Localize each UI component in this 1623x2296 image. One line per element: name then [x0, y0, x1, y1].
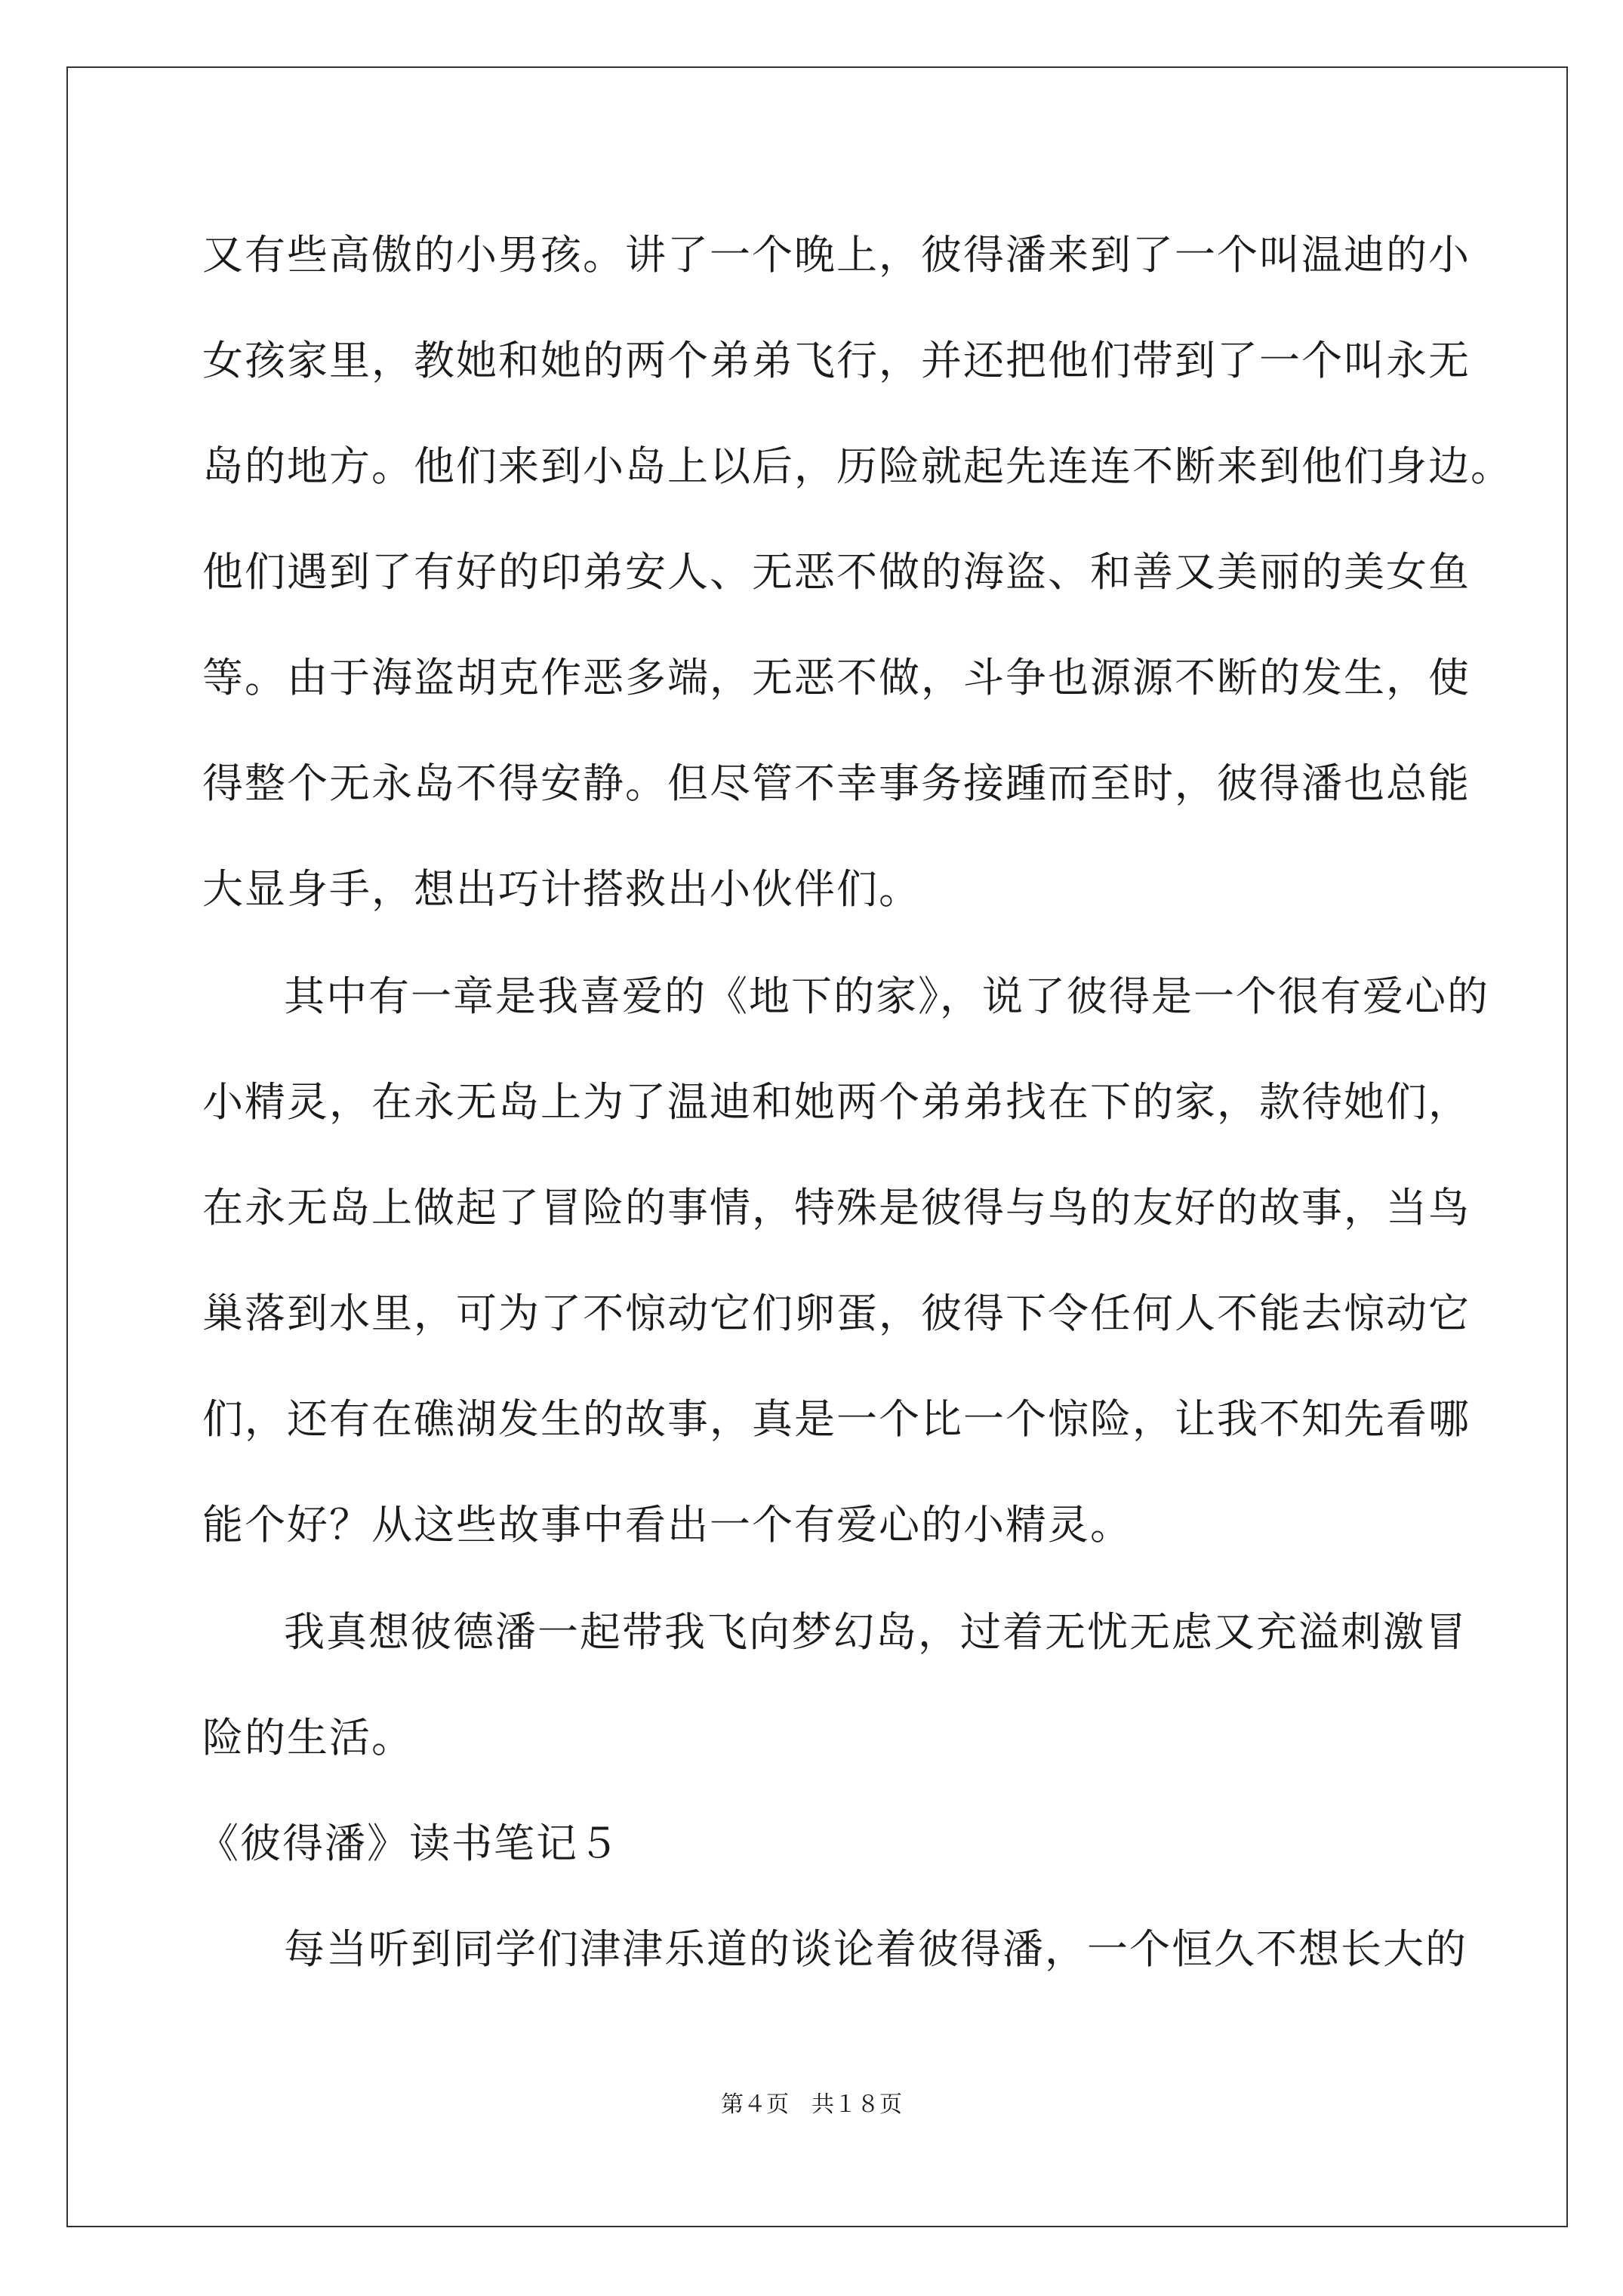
paragraph-line: 在永无岛上做起了冒险的事情，特殊是彼得与鸟的友好的故事，当鸟 — [202, 1184, 1471, 1231]
paragraph-line: 女孩家里，教她和她的两个弟弟飞行，并还把他们带到了一个叫永无 — [202, 337, 1471, 384]
paragraph-line: 小精灵，在永无岛上为了温迪和她两个弟弟找在下的家，款待她们， — [202, 1078, 1471, 1126]
paragraph-line: 等。由于海盗胡克作恶多端，无恶不做，斗争也源源不断的发生，使 — [202, 654, 1471, 701]
page-number-footer: 第４页 共１８页 — [721, 2091, 902, 2118]
paragraph-line: 岛的地方。他们来到小岛上以后，历险就起先连连不断来到他们身边。 — [202, 442, 1513, 490]
page-border — [66, 66, 1568, 2227]
paragraph-line: 险的生活。 — [202, 1714, 414, 1761]
paragraph-line: 又有些高傲的小男孩。讲了一个晚上，彼得潘来到了一个叫温迪的小 — [202, 231, 1471, 279]
paragraph-line: 大显身手，想出巧计搭救出小伙伴们。 — [202, 865, 921, 913]
paragraph-line: 们，还有在礁湖发生的故事，真是一个比一个惊险，让我不知先看哪 — [202, 1395, 1471, 1443]
section-heading: 《彼得潘》读书笔记５ — [198, 1820, 621, 1867]
paragraph-line: 能个好？从这些故事中看出一个有爱心的小精灵。 — [202, 1501, 1132, 1549]
paragraph-line: 其中有一章是我喜爱的《地下的家》，说了彼得是一个很有爱心的 — [284, 972, 1489, 1020]
paragraph-line: 每当听到同学们津津乐道的谈论着彼得潘，一个恒久不想长大的 — [284, 1925, 1467, 1973]
paragraph-line: 我真想彼德潘一起带我飞向梦幻岛，过着无忧无虑又充溢刺激冒 — [284, 1608, 1467, 1656]
paragraph-line: 他们遇到了有好的印弟安人、无恶不做的海盗、和善又美丽的美女鱼 — [202, 548, 1471, 596]
paragraph-line: 巢落到水里，可为了不惊动它们卵蛋，彼得下令任何人不能去惊动它 — [202, 1290, 1471, 1337]
paragraph-line: 得整个无永岛不得安静。但尽管不幸事务接踵而至时，彼得潘也总能 — [202, 760, 1471, 807]
